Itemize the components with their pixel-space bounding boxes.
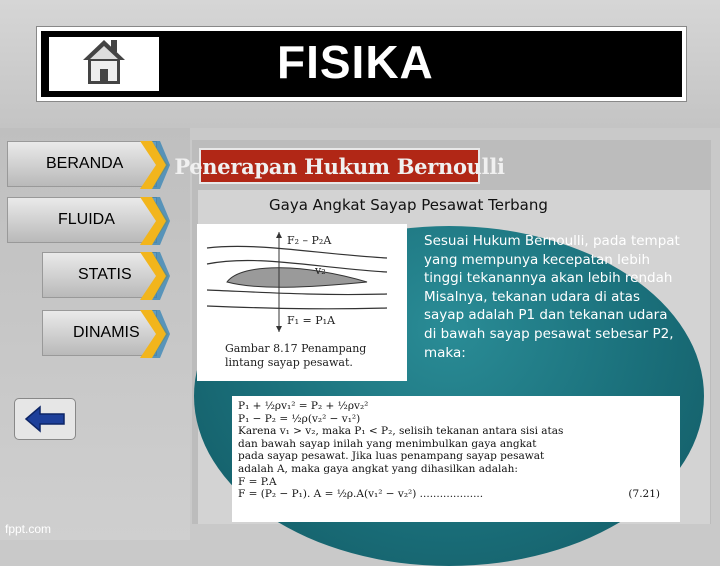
formula-line: pada sayap pesawat. Jika luas penampang sayap pesawat xyxy=(238,450,545,463)
formula-line: P₁ + ½ρv₁² = P₂ + ½ρv₂² xyxy=(238,400,369,412)
nav-fluida-button[interactable] xyxy=(7,197,157,243)
home-icon xyxy=(81,38,127,91)
formula-line: dan bawah sayap inilah yang menimbulkan gaya angkat xyxy=(238,437,537,450)
formula-line: F = (P₂ − P₁). A = ½ρ.A(v₁² − v₂²) ................... xyxy=(238,488,484,501)
home-button[interactable] xyxy=(49,37,159,91)
nav-dinamis-button[interactable] xyxy=(42,310,157,356)
nav-statis-label: STATIS xyxy=(78,266,132,283)
figure-label-bottom: F₁ = P₁A xyxy=(287,314,336,327)
section-heading xyxy=(174,148,505,184)
explanation-paragraph xyxy=(424,232,714,362)
paragraph-line: di bawah sayap pesawat sebesar P2, xyxy=(424,325,674,342)
chevron-right-icon xyxy=(138,141,170,189)
formula-line: Karena v₁ > v₂, maka P₁ < P₂, selisih tekanan antara sisi atas xyxy=(238,425,564,438)
chevron-right-icon xyxy=(138,197,170,245)
paragraph-line: yang mempunya kecepatan lebih xyxy=(424,251,651,268)
paragraph-line: tinggi tekanannya akan lebih rendah xyxy=(424,270,673,287)
formula-line: adalah A, maka gaya angkat yang dihasilkan adalah: xyxy=(238,462,518,475)
header-bar xyxy=(41,31,682,97)
nav-beranda-button[interactable] xyxy=(7,141,157,187)
figure-caption-line: Gambar 8.17 Penampang xyxy=(225,342,367,355)
formula-line: P₁ − P₂ = ½ρ(v₂² − v₁²) xyxy=(238,412,361,425)
wing-figure xyxy=(197,224,407,381)
formula-last-row xyxy=(238,488,674,501)
nav-beranda-label: BERANDA xyxy=(46,155,124,172)
figure-label-mid: v₂ xyxy=(315,264,326,277)
figure-caption xyxy=(225,342,366,370)
header xyxy=(36,26,687,102)
paragraph-line: Sesuai Hukum Bernoulli, pada tempat xyxy=(424,233,680,249)
formula-line: F = P.A xyxy=(238,475,277,488)
paragraph-line: Misalnya, tekanan udara di atas xyxy=(424,288,640,305)
footer-credit: fppt.com xyxy=(5,522,52,536)
paragraph-line: sayap adalah P1 dan tekanan udara xyxy=(424,307,668,324)
figure-label-top: F₂ – P₂A xyxy=(287,234,332,247)
nav-fluida-label: FLUIDA xyxy=(58,211,115,228)
paragraph-line: maka: xyxy=(424,344,466,361)
section-heading-text: Penerapan Hukum Bernoulli xyxy=(174,153,505,179)
chevron-right-icon xyxy=(138,310,170,358)
chevron-right-icon xyxy=(138,252,170,300)
back-button[interactable] xyxy=(14,398,76,440)
arrow-left-icon xyxy=(24,405,66,433)
page-title: FISIKA xyxy=(277,36,434,88)
nav-statis-button[interactable] xyxy=(42,252,157,298)
nav-dinamis-label: DINAMIS xyxy=(73,324,140,341)
formula-number: (7.21) xyxy=(628,488,660,501)
formula-box xyxy=(232,396,680,522)
section-subtitle: Gaya Angkat Sayap Pesawat Terbang xyxy=(269,196,548,214)
figure-caption-line: lintang sayap pesawat. xyxy=(225,356,353,369)
